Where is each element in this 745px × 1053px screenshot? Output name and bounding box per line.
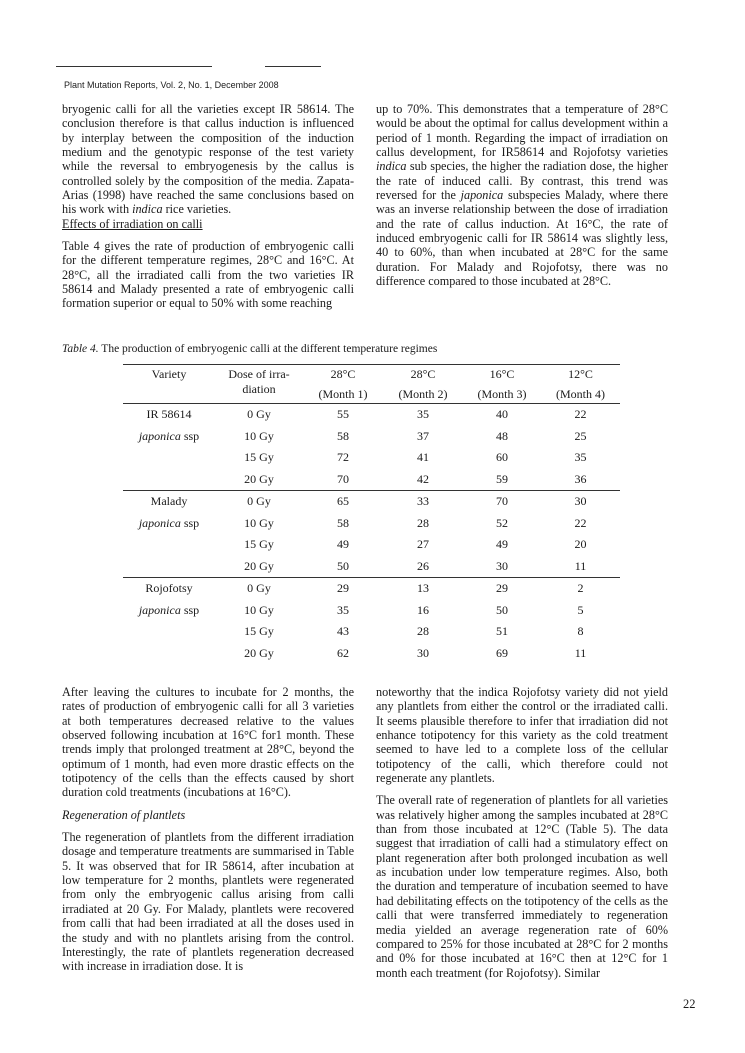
text: subspecies Malady, where there was an inverse relationship between the dose of irradiation and the rate of callus induction. At 16°C, the rate of induced embryogenic calli for IR 58614 was slightly less, 40 to 60%, than when incubated at 28°C for the same duration. For Malady and Rojofotsy, there was no difference compared to those incubated at 28°C. [376,188,668,289]
italic-text: indica [376,159,407,174]
value-cell: 29 [496,581,508,596]
value-cell: 35 [574,450,587,465]
variety-name: Malady [150,494,188,509]
value-cell: 8 [577,624,584,639]
dose-cell: 15 Gy [244,537,274,552]
italic-text: japonica [460,188,504,203]
value-cell: 65 [337,494,349,509]
value-cell: 36 [574,471,587,486]
caption-label: Table 4. [62,343,99,355]
value-cell: 28 [417,624,429,639]
table-row [123,491,620,513]
value-cell: 37 [417,428,429,443]
empty-cell [123,447,215,469]
table-body [123,404,620,665]
paragraph [62,102,354,231]
value-cell: 30 [574,494,587,509]
value-cell: 27 [417,537,429,552]
value-cell: 42 [417,471,429,486]
value-cell: 69 [496,645,508,660]
empty-cell [123,534,215,556]
text: rice varieties. [162,202,232,217]
value-cell: 41 [417,450,429,465]
running-head: Plant Mutation Reports, Vol. 2, No. 1, December 2008 [64,80,279,90]
column-header: 28°C (Month 1) [318,367,368,401]
value-cell: 22 [574,515,587,530]
paragraph: Table 4 gives the rate of production of embryogenic calli for the different temperature regimes, 28°C and 16°C. At 28°C, all the irradiated calli from the two varieties IR 58614 and Malady presented a rate of embryogenic calli formation superior or equal to 50% with some reaching [62,239,354,311]
text: up to 70%. This demonstrates that a temperature of 28°C would be about the optimal for callus development within a period of 1 month. Regarding the impact of irradiation on callus development, for IR58614 and Rojofotsy varieties [376,102,668,160]
table-row [123,534,620,556]
column-header: Variety [151,367,187,381]
value-cell: 72 [337,450,349,465]
paragraph: The overall rate of regeneration of plantlets for all varieties was relatively higher among the samples incubated at 28°C than from those incubated at 12°C (Table 5). The data suggest that irradiation of calli had a stimulatory effect on plant regeneration after both prolonged incubation as well as incubation under low temperature regimes. Also, both the duration and temperature of incubation seemed to have had debilitating effects on the totipotency of the cells as the calli that were transferred immediately to regeneration media yielded an average regeneration rate of 60% compared to 25% for those incubated at 28°C for 2 months and 0% for those incubated at 16°C then at 12°C for 1 month each treatment (for Rojofotsy). Similar [376,793,668,980]
value-cell: 70 [496,494,508,509]
empty-cell [123,469,215,491]
value-cell: 30 [496,558,508,573]
subspecies-italic: japonica [138,602,181,617]
value-cell: 16 [417,602,429,617]
table-row [123,556,620,578]
table-row [123,469,620,491]
value-cell: 70 [337,471,349,486]
table-row [123,426,620,448]
header-rule-short [265,66,321,67]
dose-cell: 0 Gy [247,581,271,596]
column-header: 12°C (Month 4) [556,367,605,401]
value-cell: 28 [417,515,429,530]
header-rule [56,66,212,67]
value-cell: 11 [574,645,587,660]
value-cell: 51 [496,624,508,639]
column-header: 28°C (Month 2) [398,367,448,401]
value-cell: 5 [577,602,584,617]
empty-cell [123,643,215,665]
variety-subspecies [123,426,215,448]
dose-cell: 20 Gy [244,558,274,573]
bottom-left-column [62,685,354,982]
dose-cell: 10 Gy [244,602,274,617]
paragraph [376,102,668,288]
value-cell: 62 [337,645,349,660]
table-row [123,513,620,535]
value-cell: 25 [574,428,587,443]
text: sub species, the higher the radiation dose, the higher the rate of induced calli. By contrast, this trend was reversed for the [376,159,668,203]
table-row [123,578,620,600]
table-row [123,447,620,469]
paragraph: The regeneration of plantlets from the different irradiation dosage and temperature treatments are summarised in Table 5. It was observed that for IR 58614, after incubation at low temperature for 2 months, plantlets were regenerated from only the embryogenic callus arising from calli irradiated at 20 Gy. For Malady, plantlets were recovered from calli that had been irradiated at all the doses used in the study and with no plantlets arising from the control. Interestingly, the rate of plantlets regeneration decreased with increase in irradiation dose. It is [62,830,354,974]
variety-name: IR 58614 [146,407,192,422]
variety-name: Rojofotsy [145,581,193,596]
section-heading: Effects of irradiation on calli [62,216,203,231]
column-header: 16°C (Month 3) [477,367,527,401]
column-header: Dose of irra- diation [228,367,290,396]
variety-subspecies [123,513,215,535]
value-cell: 35 [337,602,349,617]
data-table [123,364,620,664]
value-cell: 29 [337,581,349,596]
dose-cell: 20 Gy [244,471,274,486]
dose-cell: 15 Gy [244,624,274,639]
value-cell: 33 [417,494,429,509]
value-cell: 11 [574,558,587,573]
subspecies-suffix: ssp [180,428,200,443]
value-cell: 55 [337,407,349,422]
table-header-row [123,365,620,404]
empty-cell [123,556,215,578]
value-cell: 43 [337,624,349,639]
table-row [123,600,620,622]
value-cell: 49 [496,537,508,552]
dose-cell: 0 Gy [247,494,271,509]
subspecies-suffix: ssp [180,515,200,530]
dose-cell: 0 Gy [247,407,271,422]
value-cell: 59 [496,471,508,486]
section-heading: Regeneration of plantlets [62,807,186,822]
value-cell: 2 [577,581,584,596]
paragraph: noteworthy that the indica Rojofotsy variety did not yield any plantlets from either the control or the irradiated calli. It seems plausible therefore to infer that irradiation did not enhance totipotency for this variety as the cold treatment seemed to have led to a complete loss of the cellular totipotency of the calli, which therefore could not regenerate any plantlets. [376,685,668,786]
italic-text: indica [132,202,163,217]
variety-subspecies [123,600,215,622]
value-cell: 58 [337,515,349,530]
dose-cell: 15 Gy [244,450,274,465]
table-row [123,621,620,643]
table-row [123,404,620,426]
dose-cell: 10 Gy [244,428,274,443]
subspecies-suffix: ssp [180,602,200,617]
value-cell: 20 [574,537,587,552]
value-cell: 48 [496,428,508,443]
page-number: 22 [683,997,696,1011]
dose-cell: 20 Gy [244,645,274,660]
value-cell: 49 [337,537,349,552]
table-caption [62,343,437,355]
subspecies-italic: japonica [138,428,181,443]
value-cell: 22 [574,407,587,422]
value-cell: 30 [417,645,429,660]
value-cell: 50 [496,602,508,617]
value-cell: 26 [417,558,429,573]
text: bryogenic calli for all the varieties except IR 58614. The conclusion therefore is that callus induction is influenced by interplay between the composition of the induction medium and the genotypic response of the test variety while the reversal to embryogenesis by the callus is controlled solely by the composition of the media. Zapata-Arias (1998) have reached the same conclusions based on his work with [62,102,354,217]
value-cell: 58 [337,428,349,443]
value-cell: 40 [496,407,508,422]
top-right-column [376,102,668,296]
dose-cell: 10 Gy [244,515,274,530]
caption-text: The production of embryogenic calli at the different temperature regimes [98,343,438,355]
paragraph: After leaving the cultures to incubate for 2 months, the rates of production of embryogenic calli for all 3 varieties at both temperatures decreased relative to the values observed following incubation at 16°C for1 month. These trends imply that prolonged treatment at 28°C, beyond the optimum of 1 month, had even more drastic effects on the totipotency of the cells than the effects caused by short duration cold treatments (incubations at 16°C). [62,685,354,800]
value-cell: 50 [337,558,349,573]
value-cell: 52 [496,515,508,530]
empty-cell [123,621,215,643]
subspecies-italic: japonica [138,515,181,530]
top-left-column [62,102,354,319]
table-row [123,643,620,665]
value-cell: 60 [496,450,508,465]
value-cell: 13 [417,581,429,596]
value-cell: 35 [417,407,429,422]
bottom-right-column [376,685,668,988]
